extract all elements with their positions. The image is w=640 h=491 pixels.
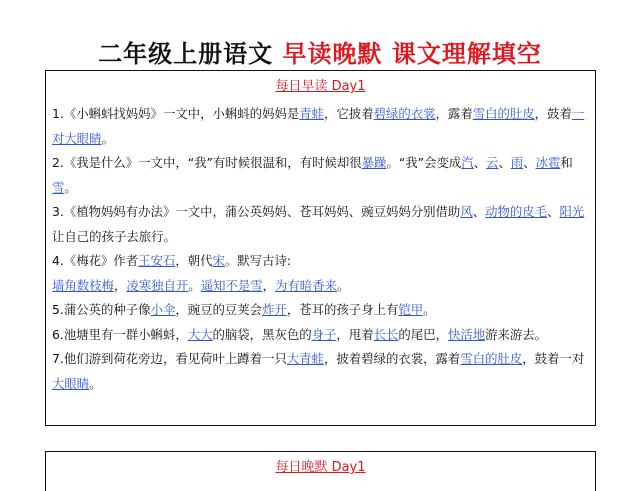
question-text: 。 xyxy=(188,277,201,293)
list-item xyxy=(52,323,587,348)
answer-text: 一对大眼睛 xyxy=(52,106,585,146)
evening-dictation-box xyxy=(45,451,596,491)
question-text: 6.池塘里有一群小蝌蚪， xyxy=(52,326,188,342)
question-text: ，露着 xyxy=(435,106,473,121)
question-text: 。 xyxy=(423,302,436,317)
answer-text: 铠甲 xyxy=(398,302,424,317)
answer-text: 身子 xyxy=(311,326,337,342)
question-text: 、 xyxy=(523,155,536,170)
answer-text: 雨 xyxy=(510,155,524,170)
question-text: 1.《小蝌蚪找妈妈》一文中，小蝌蚪的妈妈是 xyxy=(52,106,300,121)
section-heading: 每日早读 Day1 xyxy=(275,79,366,94)
answer-text: 冰雹 xyxy=(535,155,561,170)
section-heading: 每日晚默 Day1 xyxy=(275,460,366,475)
question-text: 游来游去。 xyxy=(485,326,548,342)
question-text: 。 xyxy=(336,277,350,293)
list-item xyxy=(52,102,587,151)
question-text: 让自己的孩子去旅行。 xyxy=(52,228,176,244)
answer-text: 墙角数枝梅 xyxy=(52,277,114,293)
list-item xyxy=(52,249,587,298)
title-black: 二年级上册语文 xyxy=(98,40,274,68)
answer-text: 雪白的肚皮 xyxy=(472,106,535,121)
list-item xyxy=(52,347,587,396)
answer-text: 快活地 xyxy=(447,326,486,342)
question-text: 2.《我是什么》一文中，“我”有时候很温和，有时候却很 xyxy=(52,155,362,170)
question-text: 、 xyxy=(547,204,560,219)
question-text: 5.蒲公英的种子像 xyxy=(52,302,151,317)
question-text: ， xyxy=(113,277,127,293)
list-item xyxy=(52,151,587,200)
question-text: 和 xyxy=(560,155,573,170)
title-red: 早读晚默 课文理解填空 xyxy=(282,40,542,68)
answer-text: 大大 xyxy=(187,326,213,342)
question-text: ，鼓着 xyxy=(534,106,572,121)
item-list xyxy=(52,102,587,396)
answer-text: 凌寒独自开 xyxy=(126,277,189,293)
question-text: ，苍耳的孩子身上有 xyxy=(286,302,399,317)
question-text: ，它披着 xyxy=(324,106,374,121)
answer-text: 动物的皮毛 xyxy=(485,204,548,219)
question-text: 。 xyxy=(64,179,77,195)
question-text: 、 xyxy=(472,204,486,219)
answer-text: 为有暗香来 xyxy=(275,277,337,293)
answer-text: 暴躁 xyxy=(361,155,387,170)
question-text: ，豌豆的豆荚会 xyxy=(175,302,263,317)
answer-text: 雪 xyxy=(52,179,65,195)
page-title xyxy=(0,34,640,69)
answer-text: 大眼睛 xyxy=(52,375,90,391)
answer-text: 小伞 xyxy=(150,302,176,317)
answer-text: 大青蛙 xyxy=(286,351,325,366)
list-item xyxy=(52,200,587,249)
answer-text: 碧绿的衣裳 xyxy=(373,106,436,121)
answer-text: 王安石 xyxy=(138,253,176,268)
answer-text: 风 xyxy=(460,204,473,219)
question-text: ，甩着 xyxy=(336,326,374,342)
question-text: 的尾巴， xyxy=(398,326,448,342)
question-text: ，鼓着一对 xyxy=(522,351,585,366)
question-text: ， xyxy=(262,277,276,293)
answer-text: 炸开 xyxy=(262,302,287,317)
answer-text: 阳光 xyxy=(559,204,585,219)
question-text: 、 xyxy=(498,155,511,170)
question-text: 7.他们游到荷花旁边，看见荷叶上蹲着一只 xyxy=(52,351,287,366)
question-text: 。默写古诗: xyxy=(224,253,292,268)
morning-reading-box xyxy=(45,70,596,426)
answer-text: 雪白的肚皮 xyxy=(460,351,523,366)
question-text: 4.《梅花》作者 xyxy=(52,253,139,268)
question-text: 。 xyxy=(101,130,114,146)
question-text: 。 xyxy=(89,375,102,391)
question-text: 的脑袋，黑灰色的 xyxy=(212,326,312,342)
answer-text: 宋 xyxy=(212,253,225,268)
answer-text: 汽 xyxy=(461,155,474,170)
question-text: 。“我”会变成 xyxy=(386,155,462,170)
answer-text: 遥知不是雪 xyxy=(200,277,263,293)
question-text: 3.《植物妈妈有办法》一文中，蒲公英妈妈、苍耳妈妈、豌豆妈妈分别借助 xyxy=(52,204,461,219)
question-text: ，朝代 xyxy=(175,253,213,268)
question-text: ，披着碧绿的衣裳，露着 xyxy=(324,351,461,366)
answer-text: 青蛙 xyxy=(299,106,325,121)
answer-text: 云 xyxy=(486,155,499,170)
answer-text: 长长 xyxy=(373,326,399,342)
question-text: 、 xyxy=(473,155,487,170)
list-item xyxy=(52,298,587,323)
